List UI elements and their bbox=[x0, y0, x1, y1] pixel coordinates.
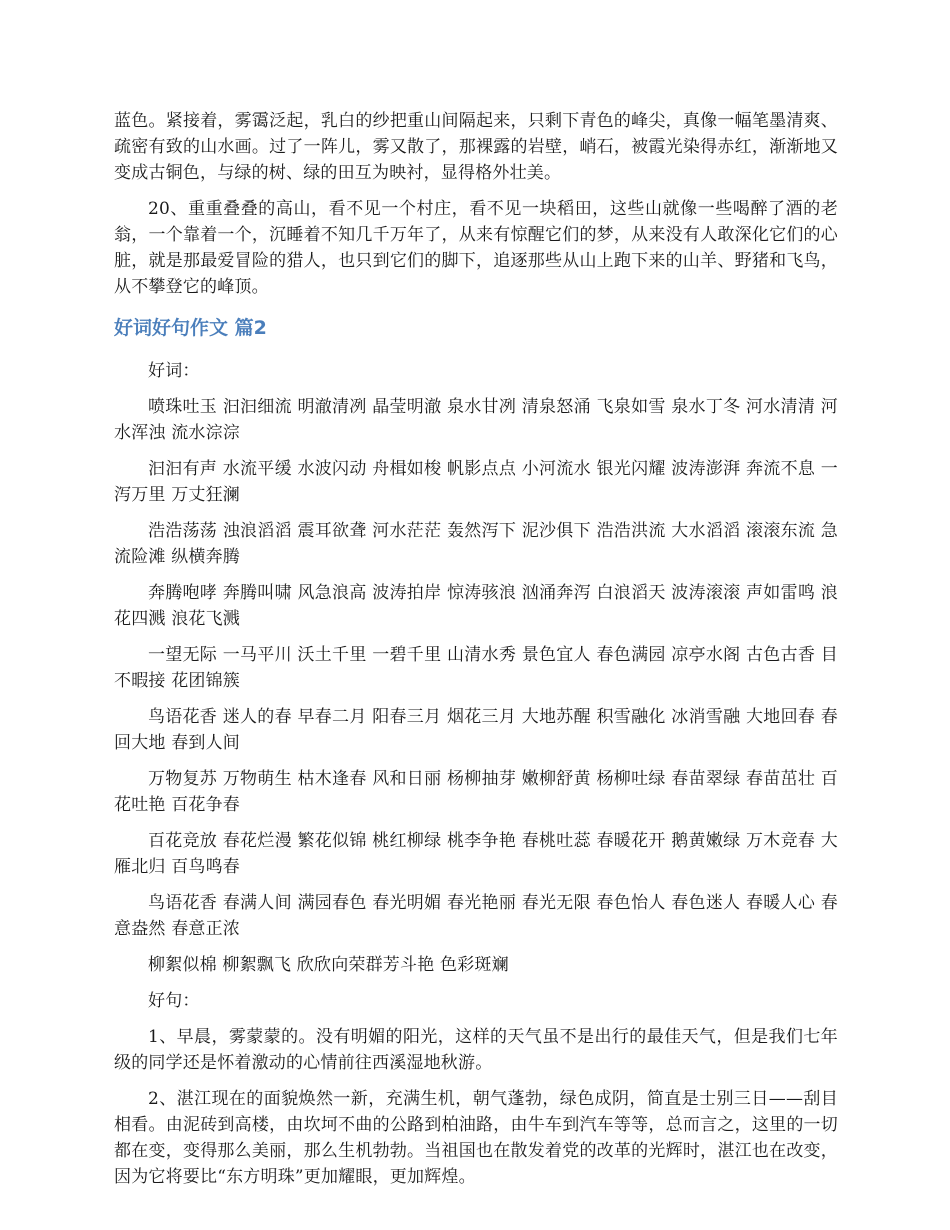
words-line-6: 鸟语花香 迷人的春 早春二月 阳春三月 烟花三月 大地苏醒 积雪融化 冰消雪融 大地回春 春回大地 春到人间 bbox=[114, 707, 838, 753]
intro-paragraph-1: 蓝色。紧接着，雾霭泛起，乳白的纱把重山间隔起来，只剩下青色的峰尖，真像一幅笔墨清爽、疏密有致的山水画。过了一阵儿，雾又散了，那裸露的岩壁，峭石，被霞光染得赤红，渐渐地又变成古铜色，与绿的树、绿的田互为映衬，显得格外壮美。 bbox=[114, 111, 838, 183]
words-line-3: 浩浩荡荡 浊浪滔滔 震耳欲聋 河水茫茫 轰然泻下 泥沙俱下 浩浩洪流 大水滔滔 滚滚东流 急流险滩 纵横奔腾 bbox=[114, 521, 838, 567]
words-line-10: 柳絮似棉 柳絮飘飞 欣欣向荣群芳斗艳 色彩斑斓 bbox=[148, 955, 509, 975]
sentence-1: 1、早晨，雾蒙蒙的。没有明媚的阳光，这样的天气虽不是出行的最佳天气，但是我们七年级的同学还是怀着激动的心情前往西溪湿地秋游。 bbox=[114, 1027, 838, 1073]
words-label: 好词： bbox=[148, 361, 200, 381]
words-line-4: 奔腾咆哮 奔腾叫啸 风急浪高 波涛拍岸 惊涛骇浪 汹涌奔泻 白浪滔天 波涛滚滚 声如雷鸣 浪花四溅 浪花飞溅 bbox=[114, 583, 838, 629]
words-line-1: 喷珠吐玉 汩汩细流 明澈清冽 晶莹明澈 泉水甘冽 清泉怒涌 飞泉如雪 泉水丁冬 河水清清 河水浑浊 流水淙淙 bbox=[114, 397, 838, 443]
words-line-9: 鸟语花香 春满人间 满园春色 春光明媚 春光艳丽 春光无限 春色怡人 春色迷人 春暖人心 春意盎然 春意正浓 bbox=[114, 893, 838, 939]
words-line-2: 汩汩有声 水流平缓 水波闪动 舟楫如梭 帆影点点 小河流水 银光闪耀 波涛澎湃 奔流不息 一泻万里 万丈狂澜 bbox=[114, 459, 838, 505]
document-page bbox=[114, 108, 838, 1200]
section-heading: 好词好句作文 篇2 bbox=[114, 317, 267, 339]
intro-paragraph-2: 20、重重叠叠的高山，看不见一个村庄，看不见一块稻田，这些山就像一些喝醉了酒的老翁，一个靠着一个，沉睡着不知几千万年了，从来有惊醒它们的梦，从来没有人敢深化它们的心脏，就是那最爱冒险的猎人，也只到它们的脚下，追逐那些从山上跑下来的山羊、野猪和飞鸟，从不攀登它的峰顶。 bbox=[114, 199, 838, 297]
sentences-label: 好句： bbox=[148, 991, 200, 1011]
words-line-8: 百花竞放 春花烂漫 繁花似锦 桃红柳绿 桃李争艳 春桃吐蕊 春暖花开 鹅黄嫩绿 万木竞春 大雁北归 百鸟鸣春 bbox=[114, 831, 838, 877]
sentence-2: 2、湛江现在的面貌焕然一新，充满生机，朝气蓬勃，绿色成阴，简直是士别三日——刮目相看。由泥砖到高楼，由坎坷不曲的公路到柏油路，由牛车到汽车等等，总而言之，这里的一切都在变，变得那么美丽，那么生机勃勃。当祖国也在散发着党的改革的光辉时，湛江也在改变，因为它将要比“东方明珠”更加耀眼，更加辉煌。 bbox=[114, 1089, 838, 1187]
words-line-7: 万物复苏 万物萌生 枯木逢春 风和日丽 杨柳抽芽 嫩柳舒黄 杨柳吐绿 春苗翠绿 春苗茁壮 百花吐艳 百花争春 bbox=[114, 769, 838, 815]
words-line-5: 一望无际 一马平川 沃土千里 一碧千里 山清水秀 景色宜人 春色满园 凉亭水阁 古色古香 目不暇接 花团锦簇 bbox=[114, 645, 838, 691]
